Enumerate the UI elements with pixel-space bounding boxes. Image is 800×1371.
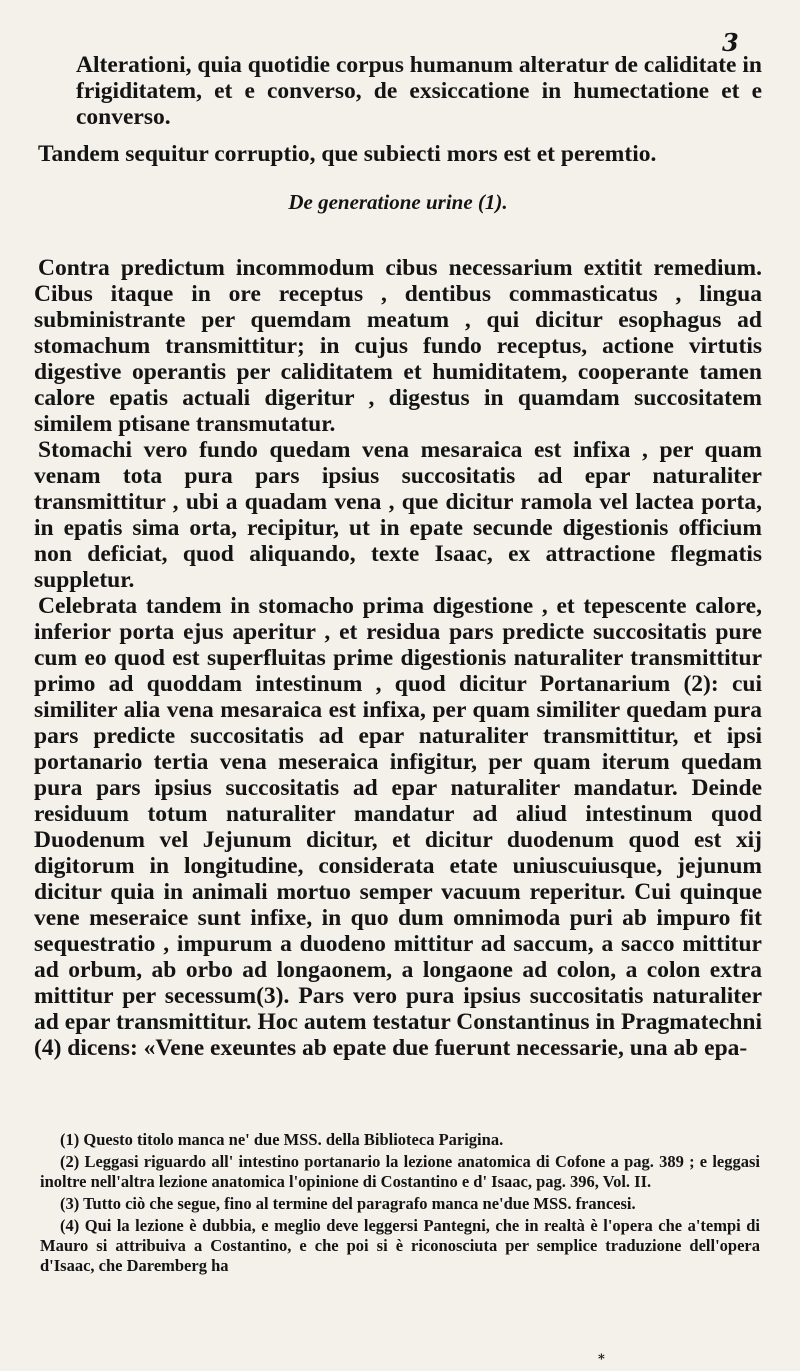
footnote: (1) Questo titolo manca ne' due MSS. della Biblioteca Parigina. (60, 1130, 504, 1149)
footnote: (2) Leggasi riguardo all' intestino portanario la lezione anatomica di Cofone a pag. 389 ; e leggasi inoltre nell'altra lezione anatomica l'opinione di Costantino e d' Isaac, pag. 396, Vol. II. (40, 1152, 760, 1191)
section-heading: De generatione urine (1). (288, 190, 508, 214)
main-text (34, 52, 762, 1061)
page-number: 3 (722, 28, 739, 57)
footnote: (4) Qui la lezione è dubbia, e meglio deve leggersi Pantegni, che in realtà è l'opera che a'tempi di Mauro si attribuiva a Costantino, e che poi si è riconosciuta per semplice traduzione dell'opera d'Isaac, che Daremberg ha (40, 1216, 760, 1275)
footnotes (40, 1130, 760, 1278)
signature-mark: * (598, 1352, 605, 1367)
footnote: (3) Tutto ciò che segue, fino al termine del paragrafo manca ne'due MSS. francesi. (60, 1194, 636, 1213)
paragraph: Celebrata tandem in stomacho prima digestione , et tepescente calore, inferior porta ejus aperitur , et residua pars predicte succositatis pure cum eo quod est superfluitas prime digestionis naturaliter transmittitur primo ad quoddam intestinum , quod dicitur Portanarium (2): cui similiter alia vena mesaraica est infixa, per quam similiter quedam pura pars predicte succositatis ad epar naturaliter transmittitur, et ipsi portanario tertia vena meseraica infigitur, per quam iterum quedam pura pars ipsius succositatis ad epar naturaliter mandatur. Deinde residuum totum naturaliter mandatur ad aliud intestinum quod Duodenum vel Jejunum dicitur, et dicitur duodenum quod est xij digitorum in longitudine, considerata etate uniuscuiusque, jejunum dicitur quia in animali mortuo semper vacuum reperitur. Cui quinque vene meseraice sunt infixe, in quo dum omnimoda puri ab impuro fit sequestratio , impurum a duodeno mittitur ad saccum, a sacco mittitur ad orbum, ab orbo ad longaonem, a longaone ad colon, a colon extra mittitur per secessum(3). Pars vero pura ipsius succositatis naturaliter ad epar transmittitur. Hoc autem testatur Constantinus in Pragmatechni (4) dicens: «Vene exeuntes ab epate due fuerunt necessarie, una ab epa- (34, 593, 762, 1061)
paragraph: Stomachi vero fundo quedam vena mesaraica est infixa , per quam venam tota pura pars ipsius succositatis ad epar naturaliter transmittitur , ubi a quadam vena , que dicitur ramola vel lactea porta, in epatis sima orta, recipitur, ut in epate secunde digestionis officium non deficiat, quod aliquando, texte Isaac, ex attractione flegmatis suppletur. (34, 437, 762, 593)
paragraph: Contra predictum incommodum cibus necessarium extitit remedium. Cibus itaque in ore receptus , dentibus commasticatus , lingua subministrante per quemdam meatum , qui dicitur esophagus ad stomachum transmittitur; in cujus fundo receptus, actione virtutis digestive operantis per caliditatem et humiditatem, cooperante tamen calore epatis actuali digeritur , digestus in quamdam succositatem similem ptisane transmutatur. (34, 255, 762, 437)
paragraph: Tandem sequitur corruptio, que subiecti mors est et peremtio. (38, 141, 657, 167)
paragraph: Alterationi, quia quotidie corpus humanum alteratur de caliditate in frigiditatem, et e converso, de exsiccatione in humectatione et e converso. (76, 52, 762, 130)
